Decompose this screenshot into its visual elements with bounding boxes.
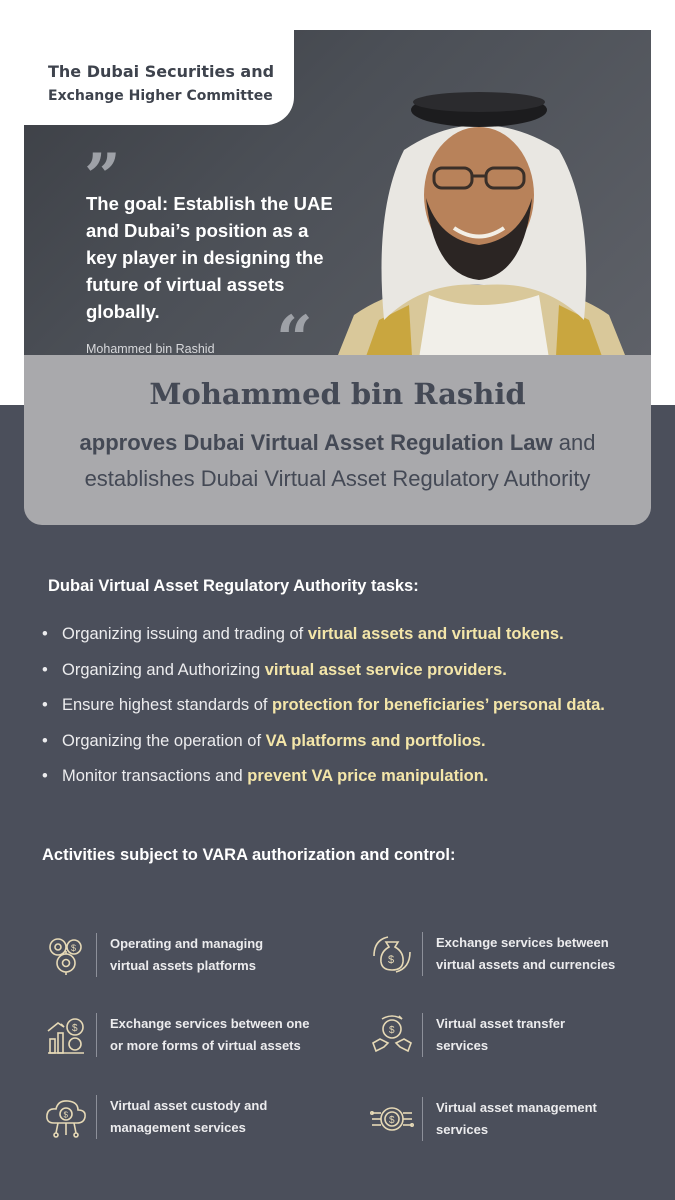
task-text: Organizing and Authorizing [62, 660, 265, 679]
task-highlight: virtual assets and virtual tokens. [307, 625, 564, 643]
svg-text:$: $ [389, 1025, 395, 1036]
activity-line1: Virtual asset management [436, 1100, 597, 1115]
activity-line2: services [436, 1122, 489, 1137]
activity-line2: virtual assets and currencies [436, 957, 616, 972]
title-box [24, 355, 651, 525]
svg-text:$: $ [72, 1023, 78, 1034]
activity-line1: Exchange services between one [110, 1016, 310, 1031]
cloud-coin-icon [44, 1095, 88, 1139]
activity-divider [422, 1097, 423, 1141]
task-text: Organizing the operation of [62, 731, 266, 750]
activity-text [436, 1097, 656, 1141]
activity-item [370, 1097, 660, 1157]
digital-coin-icon [370, 1097, 414, 1141]
svg-text:$: $ [389, 1115, 395, 1126]
activity-text [436, 932, 656, 976]
activity-item [44, 1013, 334, 1073]
activity-text [110, 1095, 330, 1139]
activity-text [436, 1013, 656, 1057]
activity-line2: virtual assets platforms [110, 958, 256, 973]
growth-coins-icon [44, 1013, 88, 1057]
activity-text [110, 1013, 330, 1057]
task-highlight: virtual asset service providers. [264, 660, 507, 679]
activity-line1: Virtual asset transfer [436, 1016, 566, 1031]
org-name-line1: The Dubai Securities and [48, 62, 275, 81]
task-text: Organizing issuing and trading of [62, 625, 308, 643]
task-item [42, 618, 662, 654]
activity-line1: Virtual asset custody and [110, 1098, 268, 1113]
quote-author: Mohammed bin Rashid [86, 342, 215, 355]
task-item [42, 689, 662, 725]
title-desc-rest: establishes Dubai Virtual Asset Regulatory Authority [84, 466, 591, 491]
task-item [42, 760, 662, 796]
portrait-image [314, 80, 649, 355]
org-tab [24, 30, 294, 125]
activity-item [44, 933, 334, 993]
bullet-icon: • [42, 731, 48, 750]
svg-text:$: $ [71, 943, 77, 953]
org-name [48, 60, 288, 108]
tasks-heading: Dubai Virtual Asset Regulatory Authority tasks: [48, 577, 419, 595]
title-desc-bold: approves Dubai Virtual Asset Regulation Law [79, 430, 553, 455]
activity-item [370, 932, 660, 992]
activity-item [370, 1013, 660, 1073]
activity-line2: or more forms of virtual assets [110, 1038, 301, 1053]
bullet-icon: • [42, 625, 48, 643]
task-item [42, 654, 662, 690]
task-item [42, 725, 662, 761]
tasks-list [42, 618, 662, 796]
svg-text:$: $ [63, 1110, 68, 1120]
hands-coin-transfer-icon [370, 1013, 414, 1057]
title-name: Mohammed bin Rashid [149, 377, 526, 411]
money-bag-exchange-icon [370, 932, 414, 976]
bullet-icon: • [42, 660, 48, 679]
activity-line2: management services [110, 1120, 246, 1135]
activity-divider [96, 1013, 97, 1057]
title-desc-and: and [552, 430, 596, 455]
svg-text:$: $ [388, 954, 395, 966]
activity-divider [422, 932, 423, 976]
activity-line2: services [436, 1038, 489, 1053]
activities-heading: Activities subject to VARA authorization and control: [42, 846, 456, 864]
activity-line1: Exchange services between [436, 935, 609, 950]
task-text: Ensure highest standards of [62, 696, 273, 714]
hero-banner [24, 30, 651, 355]
activity-divider [422, 1013, 423, 1057]
quote-text: The goal: Establish the UAE and Dubai’s position as a key player in designing the future of virtual assets globally. [86, 193, 333, 322]
activity-divider [96, 1095, 97, 1139]
task-highlight: VA platforms and portfolios. [265, 731, 486, 750]
close-quote-icon: “ [276, 302, 313, 355]
task-highlight: protection for beneficiaries’ personal data. [272, 696, 605, 714]
org-name-line2: Exchange Higher Committee [48, 88, 273, 104]
activity-divider [96, 933, 97, 977]
task-text: Monitor transactions and [62, 767, 248, 785]
bullet-icon: • [42, 696, 48, 714]
activity-text [110, 933, 330, 977]
activity-line1: Operating and managing [110, 936, 264, 951]
task-highlight: prevent VA price manipulation. [247, 767, 489, 785]
title-description [44, 425, 631, 497]
bullet-icon: • [42, 767, 48, 785]
gears-coins-icon [44, 933, 88, 977]
activity-item [44, 1095, 334, 1155]
open-quote-icon: ” [84, 140, 121, 215]
